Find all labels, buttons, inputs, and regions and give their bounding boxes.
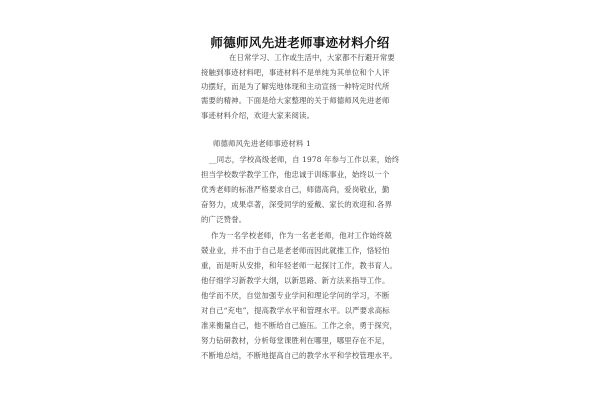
intro-line: 在日常学习、工作或生活中，大家都不行避开常要	[229, 53, 395, 62]
paragraph-line: 优秀老师的标准严格要求自己，师德高尚，爱岗敬业，勤	[201, 185, 390, 194]
paragraph-line: 准来衡量自己，他不断给自己施压。工作之余，勇于探究，	[201, 321, 398, 330]
paragraph-line: 不断地总结，不断地提高自己的教学水平和学校管理水平。	[201, 351, 398, 360]
paragraph-line: 作为一名学校老师，作为一名老老师，他对工作始终兢	[211, 231, 392, 240]
intro-line: 事迹材料介绍，欢迎大家来阅读。	[201, 111, 315, 120]
document-title: 师德师风先进老师事迹材料介绍	[210, 35, 390, 50]
intro-line: 接触到事迹材料吧，事迹材料不是单纯为其单位和个人评	[201, 68, 390, 77]
intro-line: 需要的精神。下面是给大家整理的关于师德师风先进老师	[201, 96, 390, 105]
paragraph-line: 兢业业，并不由于自己是老老师而因此就推工作，恪轻怕	[201, 246, 390, 255]
paragraph-line: 他仔细学习新教学大纲，以新思路、新方法来指导工作。	[201, 276, 390, 285]
paragraph-line: 重，而是听从安排，和年轻老师一起探讨工作，教书育人。	[201, 261, 398, 270]
paragraph-line: 对自己“充电”，提高教学水平和管理水平。以严要求高标	[201, 306, 390, 315]
paragraph-line: 担当学校数学教学工作，他忠诚于训练事业，始终以一个	[201, 170, 390, 179]
intro-line: 功摆好，而是为了解宪地体现和主动宣扬一种特定时代所	[201, 82, 390, 91]
paragraph-line: 努力钻研教材，分析每堂课胜利在哪里，哪里存在不足，	[201, 336, 390, 345]
section-heading: 师德师风先进老师事迹材料 1	[213, 139, 311, 148]
paragraph-line: 奋努力，成果卓著，深受同学的爱戴、家长的欢迎和.各界	[201, 200, 393, 209]
paragraph-line: 的广泛赞誉。	[201, 215, 247, 224]
paragraph-line: 他学而不厌，自觉加强专业学问和理论学问的学习，不断	[201, 291, 390, 300]
paragraph-line: __同志，学校高级老师，自 1978 年参与工作以来，始终	[209, 155, 400, 164]
